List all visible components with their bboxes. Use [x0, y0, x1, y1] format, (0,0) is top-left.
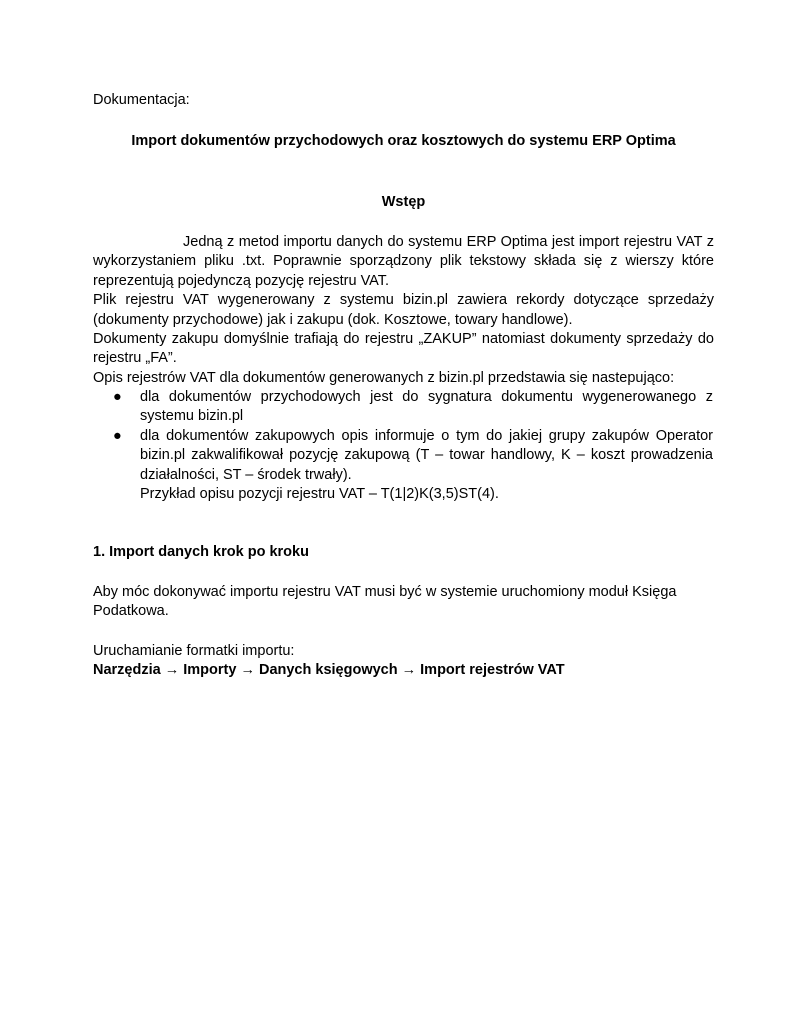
intro-paragraph: Jedną z metod importu danych do systemu ERP Optima jest import rejestru VAT z wykorzystaniem pliku .txt. Poprawnie sporządzony plik tekstowy składa się z wierszy które reprezentują pojedynczą pozycję rejestru VAT. [93, 234, 714, 289]
intro-heading: Wstęp [381, 194, 426, 210]
bullet-text: dla dokumentów zakupowych opis informuje o tym do jakiej grupy zakupów Operator bizin.pl zakwalifikował pozycję zakupową (T – towar handlowy, K – koszt prowadzenia działalności, ST – środek trwały). [140, 427, 713, 483]
intro-paragraph: Dokumenty zakupu domyślnie trafiają do rejestru „ZAKUP” natomiast dokumenty sprzedaży do rejestru „FA”. [93, 331, 714, 367]
menu-path: Narzędzia → Importy → Danych księgowych → Import rejestrów VAT [93, 662, 565, 678]
intro-paragraph: Opis rejestrów VAT dla dokumentów generowanych z bizin.pl przedstawia się nastepująco: [93, 369, 675, 386]
bullet-icon: ● [113, 427, 122, 444]
document-title: Import dokumentów przychodowych oraz kosztowych do systemu ERP Optima [131, 133, 676, 149]
bullet-icon: ● [113, 389, 122, 405]
vat-description-example: Przykład opisu pozycji rejestru VAT – T(1|2)K(3,5)ST(4). [140, 486, 499, 502]
requirement-text: Aby móc dokonywać importu rejestru VAT musi być w systemie uruchomiony moduł Księga Podatkowa. [93, 584, 677, 620]
list-item [113, 388, 713, 427]
section-heading: 1. Import danych krok po kroku [93, 544, 309, 560]
list-item [113, 427, 713, 485]
document-label: Dokumentacja: [93, 92, 190, 108]
intro-body [93, 233, 714, 388]
intro-paragraph: Plik rejestru VAT wygenerowany z systemu bizin.pl zawiera rekordy dotyczące sprzedaży (dokumenty przychodowe) jak i zakupu (dok. Kosztowe, towary handlowe). [93, 292, 714, 328]
launch-label: Uruchamianie formatki importu: [93, 643, 295, 659]
bullet-text: dla dokumentów przychodowych jest do sygnatura dokumentu wygenerowanego z systemu bizin.pl [140, 389, 713, 425]
bullet-list [113, 388, 713, 485]
